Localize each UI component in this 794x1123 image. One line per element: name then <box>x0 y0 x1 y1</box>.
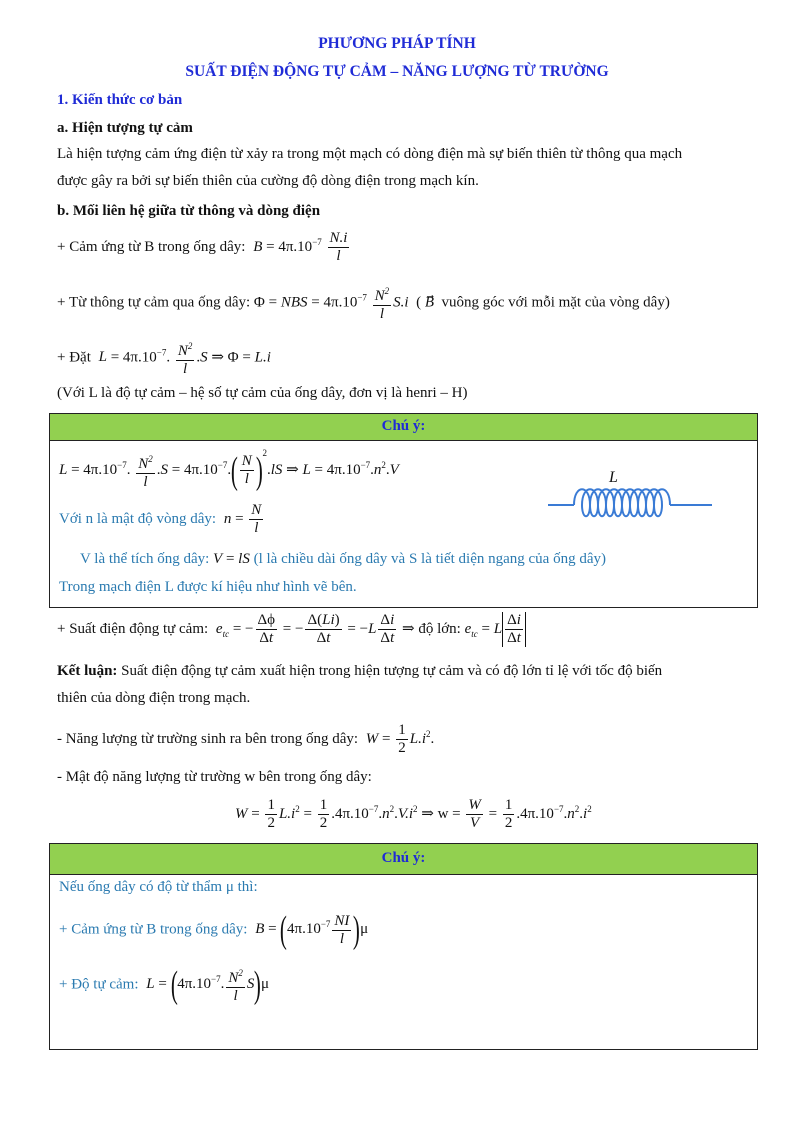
note-box-1-header: Chú ý: <box>50 414 757 441</box>
subheading-b: b. Mối liên hệ giữa từ thông và dòng điện <box>57 203 321 219</box>
inductor-coil-diagram <box>546 464 716 522</box>
formula-L-mu: + Độ tự cảm: $L = (4\pi.10^{-7}$. $\frac{N^2}{l}$ S)μ <box>59 964 270 1006</box>
fraction-Ni-over-l: $\frac{N.i}{l}$ <box>329 230 348 264</box>
density-line: Với n là mật độ vòng dây: n = $\frac{N}{l}$ <box>59 502 262 536</box>
note-box-1 <box>49 413 758 608</box>
title-line-1: PHƯƠNG PHÁP TÍNH <box>318 35 476 52</box>
subheading-a: a. Hiện tượng tự cảm <box>57 120 193 136</box>
energy-line: - Năng lượng từ trường sinh ra bên trong ống dây: W = $\frac{1}{2}$ $L.i^2$. <box>57 722 435 756</box>
formula-emf-line: + Suất điện động tự cảm: $e_{tc}$ = − $\frac{\Delta\phi}{\Delta t}$ = − $\frac{\Delta(Li)}{\Delta t}$ = −L $\frac{\Delta i}{\Delta t}$ ⇒ độ lớn: $e_{tc} = L$ $\frac{\Delta i}{\Delta t}$ <box>57 612 526 647</box>
formula-B-mu: + Cảm ứng từ B trong ống dây: $B = (4\pi.10^{-7}$ $\frac{NI}{l}$ )μ <box>59 909 369 951</box>
section-heading-1: 1. Kiến thức cơ bản <box>57 92 183 108</box>
symbol-note: Trong mạch điện L được kí hiệu như hình vẽ bên. <box>59 579 357 595</box>
formula-L-volume: $L = 4\pi.10^{-7}$. $\frac{N^2}{l}$ $.S = 4\pi.10^{-7}$.( $\frac{N}{l}$ )$^2$.lS ⇒ $L = 4\pi.10^{-7}.n^2.V$ <box>59 448 399 492</box>
density-energy-label: - Mật độ năng lượng từ trường w bên trong ống dây: <box>57 769 372 785</box>
conclusion-line-1: Kết luận: Suất điện động tự cảm xuất hiện trong hiện tượng tự cảm và có độ lớn tỉ lệ với tốc độ biến <box>57 663 663 679</box>
L-unit-note: (Với L là độ tự cảm – hệ số tự cảm của ống dây, đơn vị là henri – H) <box>57 385 468 401</box>
fraction-N2-over-l: $\frac{N^2}{l}$ <box>373 283 392 323</box>
formula-Phi-line: + Từ thông tự cảm qua ống dây: Φ = NBS = $4\pi.10^{-7}$ $\frac{N^2}{l}$ S.i ( B⃗ vuông góc với mỗi mặt của vòng dây) <box>57 283 670 323</box>
title-line-2: SUẤT ĐIỆN ĐỘNG TỰ CẢM – NĂNG LƯỢNG TỪ TRƯỜNG <box>185 63 609 80</box>
formula-B-line: + Cảm ứng từ B trong ống dây: $B = 4\pi.10^{-7}$ $\frac{N.i}{l}$ <box>57 230 348 264</box>
mu-line: Nếu ống dây có độ từ thẩm μ thì: <box>59 879 258 895</box>
note-box-2 <box>49 843 758 1050</box>
paragraph-a-line-2: được gây ra bởi sự biến thiên của cường độ dòng điện trong mạch kín. <box>57 173 479 189</box>
paragraph-a-line-1: Là hiện tượng cảm ứng điện từ xảy ra trong một mạch có dòng điện mà sự biến thiên từ thông qua mạch <box>57 146 683 162</box>
fraction-N2-over-l-2: $\frac{N^2}{l}$ <box>176 338 195 378</box>
formula-L-definition: + Đặt $L = 4\pi.10^{-7}$. $\frac{N^2}{l}$ .S ⇒ Φ = L.i <box>57 338 271 378</box>
conclusion-line-2: thiên của dòng điện trong mạch. <box>57 690 251 706</box>
coil-label: L <box>609 469 618 486</box>
note-box-2-header: Chú ý: <box>50 844 757 875</box>
formula-energy-density: W = $\frac{1}{2}$ $L.i^2$ = $\frac{1}{2}$ $.4\pi.10^{-7}.n^2.V.i^2$ ⇒ w = $\frac{W}{V}$ = $\frac{1}{2}$ $.4\pi.10^{-7}.n^2.i^2$ <box>235 797 592 831</box>
volume-line: V là thể tích ống dây: V = lS (l là chiều dài ống dây và S là tiết diện ngang của ống dây) <box>80 551 606 567</box>
